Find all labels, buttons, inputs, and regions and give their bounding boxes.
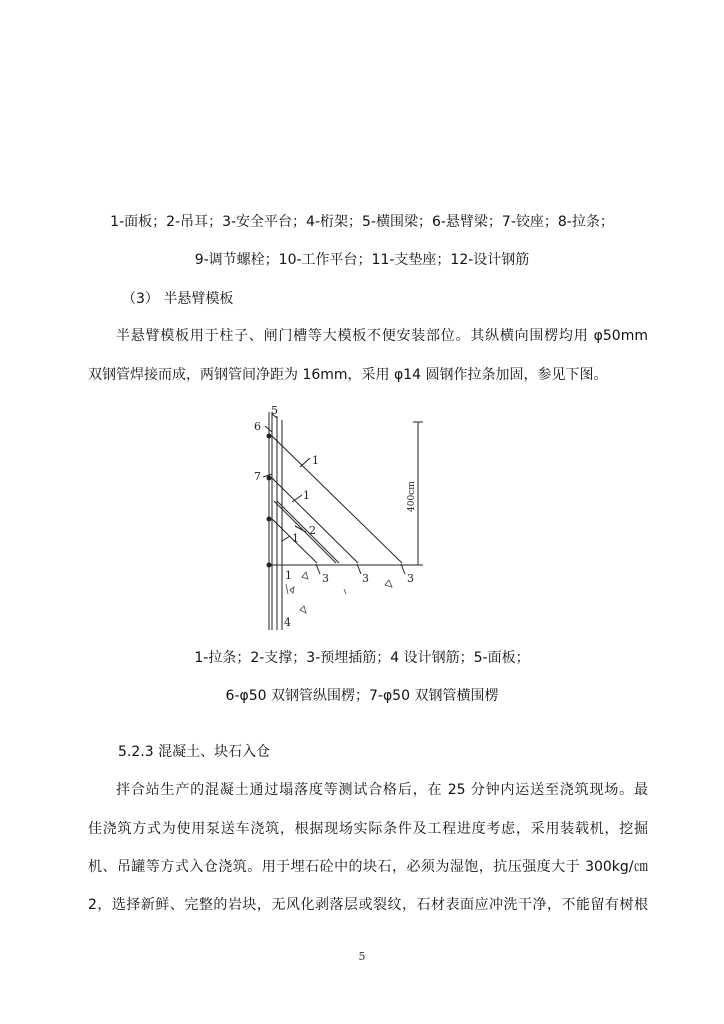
aggregate-mark-2 [385,580,392,587]
para2-line1: 拌合站生产的混凝土通过塌落度等测试合格后，在 25 分钟内运送至浇筑现场。最 [116,782,648,798]
aggregate-mark-4 [286,584,288,594]
para1-line2: 双钢管焊接而成，两钢管间净距为 16mm，采用 φ14 圆钢作拉条加固，参见下图。 [88,367,608,383]
leader-4 [282,536,290,541]
label-3b: 3 [362,572,369,585]
label-5: 5 [271,404,278,417]
legend2-line1: 1-拉条；2-支撑；3-预埋插筋；4 设计钢筋；5-面板； [194,650,530,666]
legend1-line1: 1-面板；2-吊耳；3-安全平台；4-桁架；5-横围梁；6-悬臂梁；7-铰座；8-拉条； [110,214,614,230]
page-number: 5 [358,950,366,963]
node-1 [267,434,272,439]
label-1d: 1 [285,569,292,582]
tie-bar-2 [272,478,358,563]
aggregate-mark-3 [300,606,306,613]
label-1a: 1 [312,454,319,467]
legend1-line2: 9-调节螺栓；10-工作平台；11-支垫座；12-设计钢筋 [194,252,530,268]
dimension-label: 400cm [407,481,417,512]
aggregate-mark-6 [290,587,294,593]
para2-line3: 机、吊罐等方式入仓浇筑。用于埋石砼中的块石，必须为湿饱，抗压强度大于 300kg/㎝ [88,859,648,875]
label-6: 6 [254,420,261,433]
label-1b: 1 [303,489,310,502]
label-3a: 3 [322,572,329,585]
para2-line4: 2，选择新鲜、完整的岩块，无风化剥落层或裂纹，石材表面应冲洗干净，不能留有树根 [88,897,648,913]
node-4 [267,563,272,568]
para2-line2: 佳浇筑方式为使用泵送车浇筑，根据现场实际条件及工程进度考虑，采用装载机，挖掘 [88,821,648,837]
label-7: 7 [254,470,261,483]
section-523-heading: 5.2.3 混凝土、块石入仓 [118,744,271,760]
legend2-line2: 6-φ50 双钢管纵围楞；7-φ50 双钢管横围楞 [225,688,499,704]
node-3 [267,517,272,522]
leader-1 [300,458,310,467]
section3-heading: （3） 半悬臂模板 [122,291,234,307]
half-cantilever-formwork-diagram [250,402,430,632]
label-4: 4 [284,616,291,629]
label-1c: 1 [292,532,299,545]
label-3c: 3 [407,572,414,585]
label-2: 2 [309,524,316,537]
aggregate-mark-1 [302,572,308,579]
aggregate-mark-5 [344,589,346,594]
node-2 [267,476,272,481]
para1-line1: 半悬臂模板用于柱子、闸门槽等大模板不便安装部位。其纵横向围楞均用 φ50mm [116,328,648,344]
leader-2 [292,495,302,502]
